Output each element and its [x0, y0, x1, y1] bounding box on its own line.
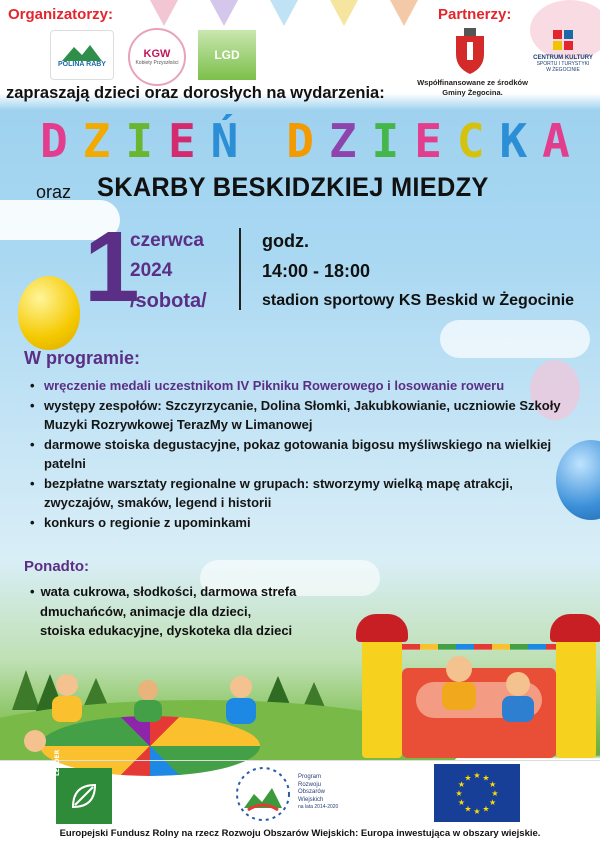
bouncy-castle-illustration: [356, 598, 600, 758]
cofinanced-line-1: Współfinansowane ze środków: [417, 78, 528, 87]
prow-text: [298, 774, 338, 812]
centrum-logo-icon: [553, 30, 573, 50]
title-letter: E: [414, 114, 442, 168]
date-divider: [239, 228, 241, 310]
invite-line: zapraszają dzieci oraz dorosłych na wydarzenia:: [6, 84, 385, 102]
leaf-icon: [69, 781, 99, 811]
eu-star-icon: ★: [482, 773, 490, 783]
leader-logo: [54, 749, 112, 824]
organizers-label: Organizatorzy:: [8, 6, 114, 23]
partners-label: Partnerzy:: [438, 6, 512, 23]
date-day-number: 1: [84, 211, 140, 323]
prow-emblem-icon: [232, 764, 294, 824]
title-letter: I: [125, 114, 154, 168]
child-figure: [230, 676, 252, 698]
logo-centrum-kultury: [530, 30, 596, 73]
date-weekday: /sobota/: [130, 290, 207, 312]
prow-line-5: na lata 2014-2020: [298, 804, 339, 810]
logo-kgw: [128, 28, 186, 86]
gmina-crest-logo: [452, 28, 488, 74]
prow-logo: [232, 764, 372, 826]
mountain-icon: [62, 43, 102, 61]
logo-polina-text: POLINA RABY: [58, 60, 106, 68]
title-letter: D: [40, 114, 68, 168]
logo-polina-raby: [50, 30, 114, 80]
extra-heading: Ponadto:: [24, 558, 89, 575]
title-letter: C: [456, 114, 485, 168]
eu-star-icon: ★: [464, 804, 472, 814]
extra-line-1: • wata cukrowa, słodkości, darmowa strefa: [30, 584, 297, 599]
extra-line-2: dmuchańców, animacje dla dzieci,: [40, 603, 252, 619]
eu-star-icon: ★: [491, 789, 499, 798]
date-month: czerwca: [130, 230, 204, 251]
cloud-decoration: [440, 320, 590, 358]
program-item: • wręczenie medali uczestnikom IV Pikniku Rowerowego i losowanie roweru: [30, 376, 570, 396]
logo-lgd: [198, 30, 256, 80]
eu-flag-logo: [434, 764, 520, 822]
program-item: • występy zespołów: Szczyrzycanie, Dolina Słomki, Jakubkowianie, uczniowie Szkoły Muzyki Rozrywkowej TerazMy w Limanowej: [30, 396, 570, 435]
eu-star-icon: ★: [457, 798, 465, 807]
title-letter: D: [286, 114, 314, 168]
title-letter: E: [167, 114, 196, 168]
event-subtitle: SKARBY BESKIDZKIEJ MIEDZY: [97, 172, 489, 202]
eu-star-icon: ★: [473, 771, 481, 780]
program-item: • darmowe stoiska degustacyjne, pokaz gotowania bigosu myśliwskiego na wielkiej patelni: [30, 435, 570, 474]
cofinanced-line-2: Gminy Żegocina.: [442, 88, 503, 97]
centrum-line-2: SPORTU I TURYSTYKI: [536, 61, 590, 67]
parachute-play-illustration: [20, 668, 270, 760]
program-list: [30, 376, 570, 532]
date-details: [130, 226, 207, 316]
centrum-line-3: W ŻEGOCINIE: [546, 67, 580, 73]
prow-line-1: Program: [298, 774, 322, 780]
title-letter: A: [542, 114, 570, 168]
eu-stars-icon: [434, 764, 520, 822]
footer-divider: [0, 760, 600, 761]
title-letter: Z: [82, 114, 111, 168]
cofinanced-text: [415, 78, 530, 98]
title-space: [253, 116, 271, 166]
title-letter: Ń: [210, 114, 239, 168]
time-label: godz.: [262, 231, 309, 251]
date-year: 2024: [130, 260, 173, 281]
venue: stadion sportowy KS Beskid w Żegocinie: [262, 292, 575, 309]
title-letter: K: [499, 114, 528, 168]
eu-star-icon: ★: [473, 807, 481, 816]
child-figure: [24, 730, 46, 752]
centrum-line-1: CENTRUM KULTURY: [533, 55, 593, 61]
title-letter: Z: [328, 114, 357, 168]
prow-line-2: Rozwoju: [298, 781, 322, 788]
child-figure: [446, 656, 472, 682]
eu-star-icon: ★: [489, 780, 497, 789]
extra-line-3: stoiska edukacyjne, dyskoteka dla dzieci: [40, 623, 293, 638]
yellow-balloon-decoration: [18, 276, 80, 350]
oraz-text: oraz: [36, 182, 72, 202]
child-figure: [138, 680, 158, 700]
logo-kgw-sub: Kobiety Przyszłości: [135, 60, 179, 66]
time-details: [262, 226, 574, 316]
eu-star-icon: ★: [455, 789, 463, 798]
eu-star-icon: ★: [457, 780, 465, 789]
crest-icon: [452, 28, 488, 74]
prow-line-3: Obszarów: [298, 789, 326, 795]
program-item: • bezpłatne warsztaty regionalne w grupach: stworzymy wielką mapę atrakcji, zwyczajów, smaków, legend i historii: [30, 474, 570, 513]
logo-lgd-text: LGD: [214, 48, 240, 62]
event-title: [40, 116, 570, 166]
eu-star-icon: ★: [489, 798, 497, 807]
program-item: • konkurs o regionie z upominkami: [30, 513, 570, 533]
title-letter: I: [371, 114, 400, 168]
eu-star-icon: ★: [464, 773, 472, 783]
eu-star-icon: ★: [482, 804, 490, 814]
eu-funding-text: Europejski Fundusz Rolny na rzecz Rozwoju Obszarów Wiejskich: Europa inwestująca w obszary wiejskie.: [59, 828, 541, 839]
program-heading: W programie:: [24, 348, 141, 368]
time-range: 14:00 - 18:00: [262, 261, 371, 281]
child-figure: [56, 674, 78, 696]
logo-kgw-text: KGW: [143, 48, 171, 60]
child-figure: [506, 672, 530, 696]
prow-line-4: Wiejskich: [298, 796, 324, 803]
leader-label: LEADER: [54, 749, 61, 776]
